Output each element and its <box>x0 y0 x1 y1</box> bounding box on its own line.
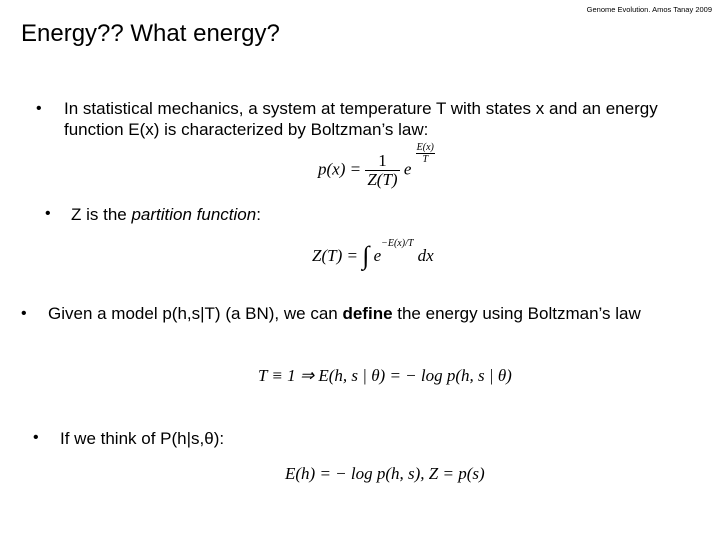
bullet-marker-3: • <box>21 305 27 322</box>
bullet-marker-4: • <box>33 429 39 446</box>
formula-partition-base: e <box>373 245 382 265</box>
bullet-text-1: In statistical mechanics, a system at temperature T with states x and an energy function E(x) is characterized by Boltzman’s law: <box>64 99 658 139</box>
bullet-text-3 <box>48 303 641 324</box>
slide-title: Energy?? What energy? <box>21 20 280 47</box>
bullet-marker-1: • <box>36 100 42 117</box>
formula-energy-definition: T ≡ 1 ⇒ E(h, s | θ) = − log p(h, s | θ) <box>258 366 512 385</box>
bullet-text-2 <box>71 204 261 225</box>
bullet-text-3-pre: Given a model p(h,s|T) (a BN), we can <box>48 304 343 323</box>
formula-boltzmann-denominator: Z(T) <box>367 170 398 189</box>
formula-boltzmann-lhs: p(x) = <box>318 159 362 179</box>
bullet-text-4: If we think of P(h|s,θ): <box>60 429 225 448</box>
formula-partition-dx: dx <box>417 245 434 265</box>
formula-boltzmann-exponent <box>416 142 435 165</box>
slide-header: Genome Evolution. Amos Tanay 2009 <box>586 5 712 14</box>
formula-partition <box>312 238 434 272</box>
bullet-text-2-term: partition function <box>131 205 257 224</box>
formula-conditional-energy: E(h) = − log p(h, s), Z = p(s) <box>285 464 485 483</box>
bullet-text-2-post: : <box>256 205 261 224</box>
integral-symbol: ∫ <box>362 241 370 270</box>
bullet-text-3-bold: define <box>342 304 393 323</box>
formula-boltzmann-numerator: 1 <box>378 151 387 170</box>
formula-boltzmann-exp-den: T <box>416 153 435 165</box>
bullet-text-2-pre: Z is the <box>71 205 132 224</box>
formula-boltzmann <box>318 142 435 189</box>
formula-partition-lhs: Z(T) = <box>312 245 358 265</box>
formula-boltzmann-base: e <box>403 159 412 179</box>
formula-boltzmann-exp-num: E(x) <box>416 142 434 153</box>
formula-partition-exponent: −E(x)/T <box>381 238 414 249</box>
bullet-text-3-post: the energy using Boltzman’s law <box>392 304 641 323</box>
formula-boltzmann-fraction <box>365 152 399 189</box>
bullet-marker-2: • <box>45 205 51 222</box>
